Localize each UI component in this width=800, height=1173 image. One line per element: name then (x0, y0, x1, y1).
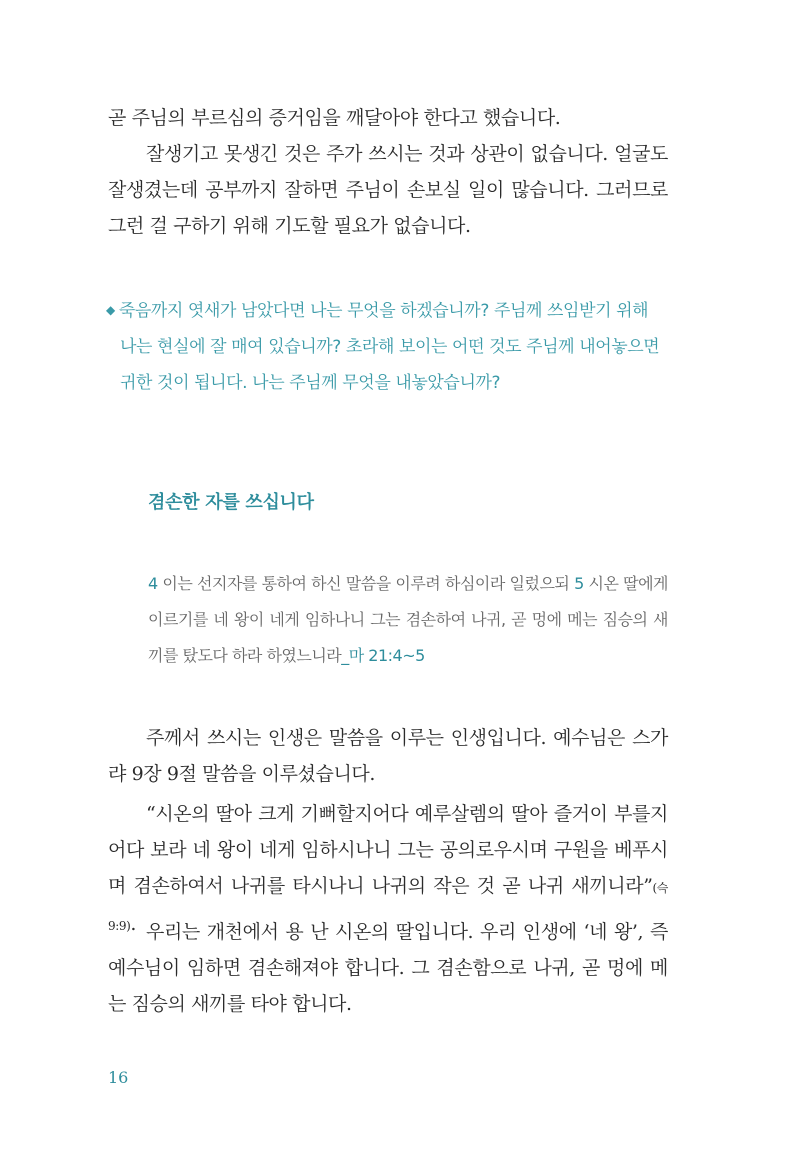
paragraph: 잘생기고 못생긴 것은 주가 쓰시는 것과 상관이 없습니다. 얼굴도 잘생겼는데 공부까지 잘하면 주님이 손보실 일이 많습니다. 그러므로 그런 걸 구하기 위해 기도할 필요가 없습니다. (108, 143, 668, 237)
paragraph: 주께서 쓰시는 인생은 말씀을 이루는 인생입니다. 예수님은 스가랴 9장 9절 말씀을 이루셨습니다. (108, 727, 668, 785)
page-number: 16 (108, 1068, 129, 1087)
reflection-box (106, 292, 672, 401)
verse-text: 시온 딸에게 이르기를 네 왕이 네게 임하나니 그는 겸손하여 나귀, 곧 멍에 메는 짐승의 새끼를 탔도다 하라 하였느니라 (148, 574, 668, 665)
verse-text: 이는 선지자를 통하여 하신 말씀을 이루려 하심이라 일렀으되 (157, 574, 575, 593)
section-heading: 겸손한 자를 쓰십니다 (148, 492, 314, 513)
verse-number: 4 (148, 574, 158, 593)
scripture-reference: _마 21:4~5 (341, 646, 425, 665)
verse-number: 5 (574, 574, 584, 593)
diamond-bullet-icon: ◆ (106, 303, 115, 317)
reflection-line: 죽음까지 엿새가 남았다면 나는 무엇을 하겠습니까? 주님께 쓰임받기 위해 (118, 301, 649, 321)
paragraph: 곧 주님의 부르심의 증거임을 깨달아야 한다고 했습니다. (108, 107, 561, 129)
quote-reference: (슥 9:9) (108, 881, 668, 933)
reflection-text: 나는 현실에 잘 매여 있습니까? 초라해 보이는 어떤 것도 주님께 내어놓으면 귀한 것이 됩니다. 나는 주님께 무엇을 내놓았습니까? (120, 337, 660, 393)
scripture-quote (148, 566, 668, 674)
quote-text: “시온의 딸아 크게 기뻐할지어다 예루살렘의 딸아 즐거이 부를지어다 보라 네 왕이 네게 임하시나니 그는 공의로우시며 구원을 베푸시며 겸손하여서 나귀를 타시나니 나귀의 작은 것 곧 나귀 새끼니라” (108, 803, 668, 897)
paragraph: 우리는 개천에서 용 난 시온의 딸입니다. 우리 인생에 ‘네 왕’, 즉 예수님이 임하면 겸손해져야 합니다. 그 겸손함으로 나귀, 곧 멍에 메는 짐승의 새끼를 타야 합니다. (108, 921, 668, 1015)
quote-end: . (130, 913, 137, 935)
